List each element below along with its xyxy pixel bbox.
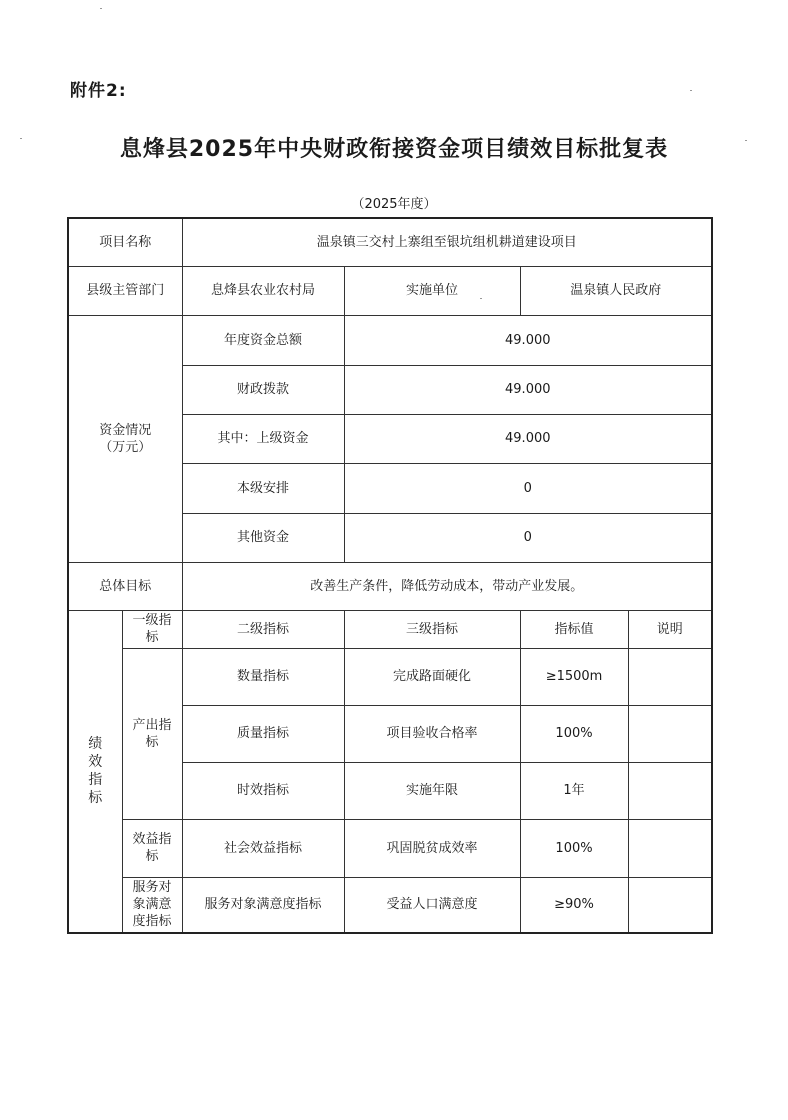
benefit-indicator-label: 效益指标 xyxy=(122,819,182,877)
performance-target-table xyxy=(67,217,713,934)
project-name-label: 项目名称 xyxy=(68,218,182,266)
funds-row-value: 49.000 xyxy=(344,414,712,463)
indicator-level3: 受益人口满意度 xyxy=(344,877,520,933)
scan-speck xyxy=(690,90,692,91)
indicator-level2: 社会效益指标 xyxy=(182,819,344,877)
indicator-level3: 项目验收合格率 xyxy=(344,705,520,762)
overall-goal-row xyxy=(68,562,712,610)
funds-row-label: 年度资金总额 xyxy=(182,315,344,365)
indicator-level3: 完成路面硬化 xyxy=(344,648,520,705)
scan-speck xyxy=(20,138,22,139)
indicator-level2: 数量指标 xyxy=(182,648,344,705)
funds-row xyxy=(68,315,712,365)
indicator-level2: 质量指标 xyxy=(182,705,344,762)
document-title: 息烽县2025年中央财政衔接资金项目绩效目标批复表 xyxy=(119,137,669,162)
department-row xyxy=(68,266,712,315)
implementing-unit-label: 实施单位 xyxy=(344,266,520,315)
indicator-note xyxy=(628,762,712,819)
funds-row-value: 0 xyxy=(344,463,712,513)
funds-row-label: 其中：上级资金 xyxy=(182,414,344,463)
funds-label-line2: （万元） xyxy=(99,439,152,455)
indicator-level2: 服务对象满意度指标 xyxy=(182,877,344,933)
indicator-row xyxy=(68,819,712,877)
indicator-level3: 实施年限 xyxy=(344,762,520,819)
header-note: 说明 xyxy=(628,610,712,648)
satisfaction-indicator-label: 服务对象满意度指标 xyxy=(122,877,182,933)
fiscal-year: （2025年度） xyxy=(351,197,437,212)
indicator-header-row xyxy=(68,610,712,648)
indicator-value: ≥1500m xyxy=(520,648,628,705)
indicator-note xyxy=(628,648,712,705)
department-label: 县级主管部门 xyxy=(68,266,182,315)
indicator-note xyxy=(628,819,712,877)
header-level3: 三级指标 xyxy=(344,610,520,648)
implementing-unit-value: 温泉镇人民政府 xyxy=(520,266,712,315)
department-value: 息烽县农业农村局 xyxy=(182,266,344,315)
funds-section-label xyxy=(68,315,182,562)
indicator-value: 100% xyxy=(520,819,628,877)
overall-goal-value: 改善生产条件，降低劳动成本，带动产业发展。 xyxy=(182,562,712,610)
indicator-row xyxy=(68,877,712,933)
overall-goal-label: 总体目标 xyxy=(68,562,182,610)
funds-label-line1: 资金情况 xyxy=(99,422,152,438)
indicator-level3: 巩固脱贫成效率 xyxy=(344,819,520,877)
indicator-value: ≥90% xyxy=(520,877,628,933)
indicator-row xyxy=(68,648,712,705)
performance-section-label: 绩效指标 xyxy=(68,610,122,933)
scan-speck xyxy=(480,298,482,299)
indicator-level2: 时效指标 xyxy=(182,762,344,819)
funds-row-value: 49.000 xyxy=(344,315,712,365)
funds-row-value: 49.000 xyxy=(344,365,712,414)
funds-row-value: 0 xyxy=(344,513,712,562)
header-level1: 一级指标 xyxy=(122,610,182,648)
scan-speck xyxy=(100,8,102,9)
project-name-value: 温泉镇三交村上寨组至银坑组机耕道建设项目 xyxy=(182,218,712,266)
scan-speck xyxy=(745,140,747,141)
indicator-value: 1年 xyxy=(520,762,628,819)
indicator-value: 100% xyxy=(520,705,628,762)
funds-row-label: 其他资金 xyxy=(182,513,344,562)
attachment-label: 附件2: xyxy=(70,81,127,101)
indicator-note xyxy=(628,705,712,762)
indicator-note xyxy=(628,877,712,933)
project-name-row xyxy=(68,218,712,266)
output-indicator-label: 产出指标 xyxy=(122,648,182,819)
header-value: 指标值 xyxy=(520,610,628,648)
funds-row-label: 财政拨款 xyxy=(182,365,344,414)
header-level2: 二级指标 xyxy=(182,610,344,648)
funds-row-label: 本级安排 xyxy=(182,463,344,513)
